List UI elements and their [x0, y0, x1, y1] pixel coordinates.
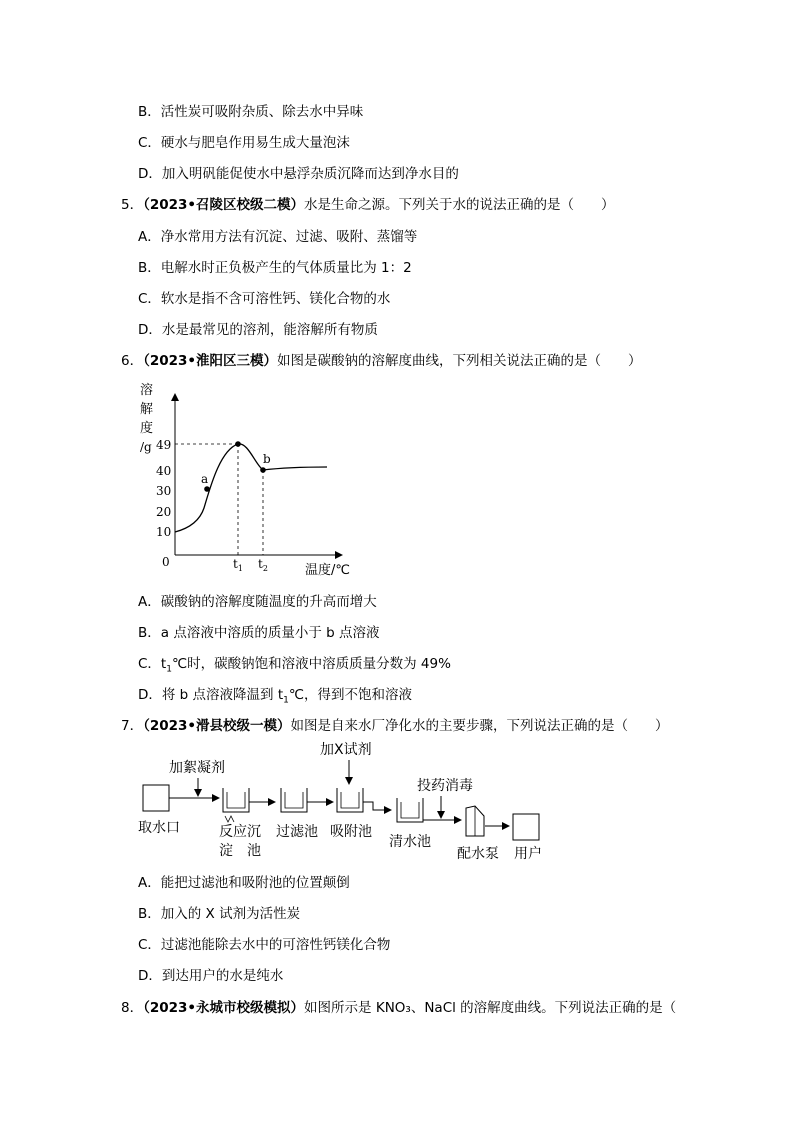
filter-label: 过滤池	[276, 824, 318, 840]
q6-option-a: A．碳酸钠的溶解度随温度的升高而增大	[138, 594, 377, 610]
y-tick-10: 10	[156, 525, 172, 539]
y-tick-49: 49	[156, 438, 172, 452]
point-a	[204, 486, 210, 492]
adsorption-tank-icon	[337, 788, 363, 812]
disinfect-label: 投药消毒	[417, 778, 473, 794]
q7-option-b: B．加入的 X 试剂为活性炭	[138, 906, 301, 922]
q5-option-d: D．水是最常见的溶剂，能溶解所有物质	[138, 322, 378, 338]
pump-label: 配水泵	[457, 846, 499, 862]
y-axis-label-4: /g	[140, 440, 152, 454]
q5-option-c: C．软水是指不含可溶性钙、镁化合物的水	[138, 291, 391, 307]
intake-box	[143, 785, 169, 811]
x-tick-t2: $t_2$	[258, 557, 268, 573]
question-text: 水是生命之源。下列关于水的说法正确的是（ ）	[304, 197, 615, 213]
point-a-label: a	[201, 472, 209, 486]
point-peak	[235, 441, 241, 447]
clear-tank-label: 清水池	[389, 834, 431, 850]
y-axis-label-1: 溶	[140, 383, 154, 398]
water-pump-icon	[466, 806, 484, 836]
user-box	[513, 814, 539, 840]
y-axis-label-2: 解	[140, 402, 154, 417]
flocculant-label: 加絮凝剂	[169, 760, 225, 776]
question-6-stem	[121, 352, 642, 370]
question-text: 如图所示是 KNO₃、NaCl 的溶解度曲线。下列说法正确的是（	[304, 1000, 677, 1016]
y-tick-30: 30	[156, 484, 172, 498]
q6-option-b: B．a 点溶液中溶质的质量小于 b 点溶液	[138, 625, 380, 641]
question-text: 如图是自来水厂净化水的主要步骤，下列说法正确的是（ ）	[290, 718, 669, 734]
solubility-chart	[130, 380, 360, 580]
question-8-stem	[121, 999, 676, 1017]
q6-option-d: D．将 b 点溶液降温到 $t_1℃$，得到不饱和溶液	[138, 687, 413, 706]
q4-option-d: D．加入明矾能促使水中悬浮杂质沉降而达到净水目的	[138, 166, 459, 182]
q4-option-b: B．活性炭可吸附杂质、除去水中异味	[138, 104, 364, 120]
question-source: （2023•淮阳区三模）	[143, 353, 278, 369]
q7-option-c: C．过滤池能除去水中的可溶性钙镁化合物	[138, 937, 391, 953]
sedimentation-label-1: 反应沉	[219, 824, 261, 840]
question-number: 6．	[121, 353, 144, 369]
point-b	[260, 467, 266, 473]
q7-option-a: A．能把过滤池和吸附池的位置颠倒	[138, 875, 350, 891]
question-7-stem	[121, 717, 669, 735]
sedimentation-label-2: 淀 池	[219, 843, 261, 859]
point-b-label: b	[263, 452, 271, 466]
question-number: 5．	[121, 197, 144, 213]
x-axis-label: 温度/℃	[305, 563, 350, 578]
question-number: 7．	[121, 718, 144, 734]
adsorb-label: 吸附池	[330, 824, 372, 840]
solubility-curve	[175, 444, 327, 532]
question-source: （2023•滑县校级一模）	[143, 718, 291, 734]
question-number: 8．	[121, 1000, 144, 1016]
question-text: 如图是碳酸钠的溶解度曲线，下列相关说法正确的是（ ）	[277, 353, 642, 369]
q5-option-a: A．净水常用方法有沉淀、过滤、吸附、蒸馏等	[138, 229, 418, 245]
y-tick-40: 40	[156, 464, 172, 478]
filter-tank-icon	[281, 788, 307, 812]
question-source: （2023•召陵区校级二模）	[143, 197, 305, 213]
y-axis-label-3: 度	[140, 421, 154, 436]
origin-label: 0	[162, 555, 170, 569]
y-tick-20: 20	[156, 505, 172, 519]
q5-option-b: B．电解水时正负极产生的气体质量比为 1：2	[138, 260, 412, 276]
question-5-stem	[121, 196, 615, 214]
q6-option-c: C．$t_1℃$时，碳酸钠饱和溶液中溶质质量分数为 49%	[138, 656, 451, 675]
water-treatment-diagram	[135, 738, 555, 868]
question-source: （2023•永城市校级模拟）	[143, 1000, 305, 1016]
q7-option-d: D．到达用户的水是纯水	[138, 968, 284, 984]
x-tick-t1: $t_1$	[233, 557, 243, 573]
clear-water-tank-icon	[397, 798, 423, 822]
reagent-x-label: 加X试剂	[320, 742, 372, 758]
user-label: 用户	[514, 846, 542, 862]
intake-label: 取水口	[138, 820, 180, 836]
q4-option-c: C．硬水与肥皂作用易生成大量泡沫	[138, 135, 350, 151]
sedimentation-tank-icon	[223, 788, 249, 822]
